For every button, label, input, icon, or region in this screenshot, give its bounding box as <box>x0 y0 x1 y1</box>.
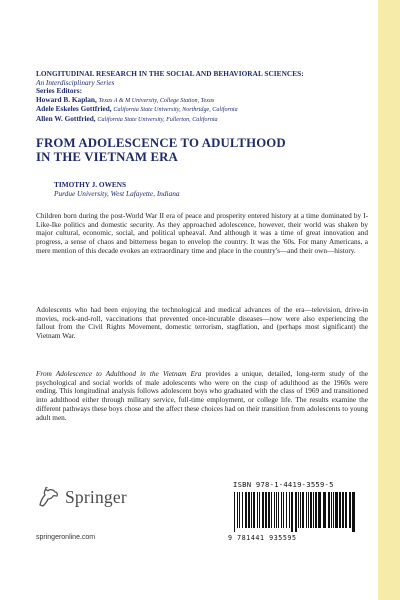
book-title <box>36 136 366 165</box>
series-editor <box>36 115 366 125</box>
editor-affiliation: Texas A & M University, College Station, Texas <box>98 97 215 104</box>
barcode-bar <box>257 492 258 528</box>
publisher-name: Springer <box>65 486 127 507</box>
barcode-bar <box>295 492 297 532</box>
paragraph-text: provides a unique, detailed, long-term study of the psychological and social worlds of male adolescents who were on the cusp of adulthood as the 1960s were ending. This longitudinal analysis follows adolescent boys who graduated with the class of 1969 and transitioned into adulthood either through military service, full-time employment, or college life. The results examine the different pathways these boys chose and the affect these choices had on their transition from adolescents to young adult men. <box>36 370 369 422</box>
barcode-bar <box>298 492 299 528</box>
barcode-bar <box>313 492 314 528</box>
barcode-bar <box>335 492 338 528</box>
series-title: LONGITUDINAL RESEARCH IN THE SOCIAL AND BEHAVIORAL SCIENCES: <box>36 69 304 78</box>
barcode-bar <box>253 492 255 528</box>
barcode-bar <box>342 492 344 528</box>
barcode-bar <box>323 492 326 528</box>
editor-name: Howard B. Kaplan, <box>36 94 97 104</box>
book-title-line: FROM ADOLESCENCE TO ADULTHOOD <box>36 136 286 150</box>
series-subtitle: An Interdisciplinary Series <box>36 77 115 87</box>
author-affiliation: Purdue University, West Lafayette, Indiana <box>54 188 180 198</box>
publisher-logo <box>36 486 127 508</box>
barcode-bar <box>333 492 334 528</box>
editor-affiliation: California State University, Northridge, California <box>113 107 238 114</box>
publisher-website: springeronline.com <box>36 534 96 541</box>
barcode-bar <box>248 492 250 528</box>
barcode-bar <box>283 492 284 528</box>
barcode-bar <box>339 492 341 528</box>
description-paragraph: Children born during the post-World War II era of peace and prosperity entered history at a time dominated by I-Like-Ike politics and domestic security. As they approached adolescence, however, their world was shaken by major cultural, economic, social, and political upheaval. And although it was a time of great innovation and progress, a sense of chaos and bitterness began to envelop the country. It was the '60s. For many Americans, a mere mention of this decade evokes an extraordinary time and place in the country's—and their own—history. <box>36 212 368 255</box>
barcode-bar <box>345 492 347 528</box>
description-paragraph: Adolescents who had been enjoying the technological and medical advances of the era—television, drive-in movies, rock-and-roll, vaccinations that prevented once-incurable diseases—now were also experiencing the fallout from the Civil Rights Movement, domestic terrorism, stagflation, and (perhaps most significant) the Vietnam War. <box>36 306 368 341</box>
barcode-bar <box>291 492 293 532</box>
barcode-bar <box>286 492 287 528</box>
series-info <box>36 70 366 125</box>
barcode-bar <box>315 492 317 528</box>
barcode-bar <box>306 492 307 528</box>
barcode-bar <box>328 492 330 528</box>
barcode-bar <box>352 492 355 532</box>
barcode-bar <box>265 492 267 528</box>
barcode-bar <box>274 492 275 528</box>
barcode-digits: 9 781441 935595 <box>228 534 297 542</box>
barcode-bar <box>242 492 243 528</box>
barcode-bar <box>239 492 240 528</box>
barcode-bar <box>262 492 264 528</box>
barcode-bar <box>349 492 351 528</box>
barcode-bar <box>300 492 301 528</box>
springer-horse-icon <box>36 486 62 508</box>
book-title-reference: From Adolescence to Adulthood in the Vietnam Era <box>36 370 202 378</box>
isbn-label: ISBN 978-1-4419-3559-5 <box>233 480 334 489</box>
barcode-bar <box>259 492 260 528</box>
barcode-bar <box>310 492 312 528</box>
barcode-bar <box>268 492 270 528</box>
spine-strip <box>378 0 400 600</box>
barcode-bar <box>237 492 238 528</box>
barcode-bar <box>271 492 272 528</box>
barcode-bar <box>318 492 321 528</box>
editor-affiliation: California State University, Fullerton, California <box>97 116 218 123</box>
author-info <box>54 181 354 198</box>
barcode-bar <box>276 492 277 528</box>
isbn-barcode <box>232 492 358 532</box>
barcode-bar <box>302 492 304 528</box>
barcode-bar <box>251 492 252 528</box>
editor-name: Adele Eskeles Gottfried, <box>36 104 112 114</box>
barcode-bar <box>289 492 290 528</box>
barcode-bar <box>281 492 282 528</box>
barcode-bar <box>234 492 235 532</box>
barcode-bar <box>308 492 309 528</box>
series-editors-label: Series Editors: <box>36 86 83 96</box>
editor-name: Allen W. Gottfried, <box>36 113 96 123</box>
barcode-bar <box>278 492 279 528</box>
book-title-line: IN THE VIETNAM ERA <box>36 150 178 165</box>
barcode-bar <box>245 492 247 528</box>
author-name: TIMOTHY J. OWENS <box>54 180 127 189</box>
barcode-bar <box>331 492 332 528</box>
description-paragraph <box>36 370 368 422</box>
